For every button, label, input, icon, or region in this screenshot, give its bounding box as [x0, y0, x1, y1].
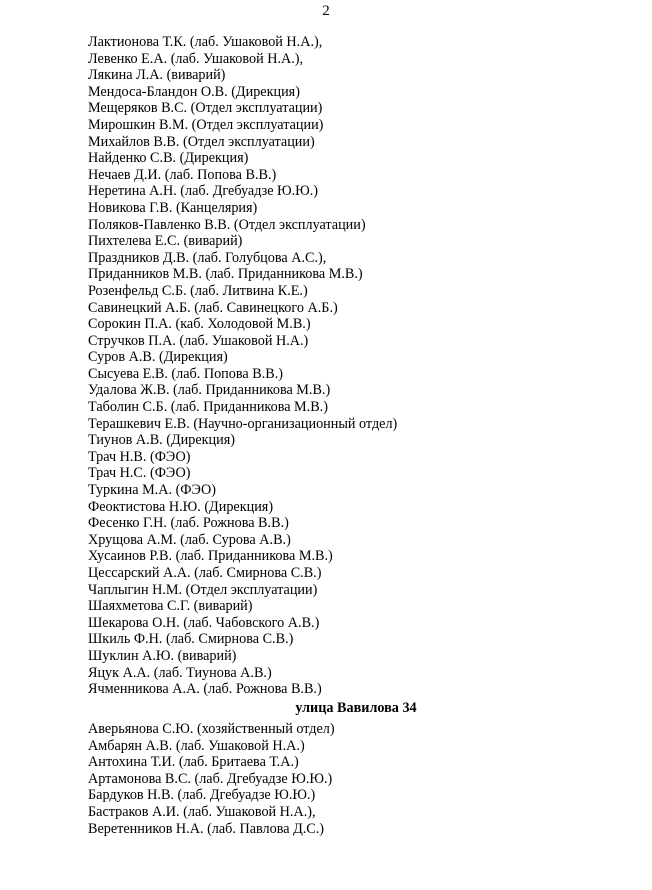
list-item: Артамонова В.С. (лаб. Дгебуадзе Ю.Ю.)	[88, 770, 333, 787]
list-item: Приданников М.В. (лаб. Приданникова М.В.)	[88, 266, 363, 283]
list-item: Мирошкин В.М. (Отдел эксплуатации)	[88, 116, 324, 133]
list-item: Бардуков Н.В. (лаб. Дгебуадзе Ю.Ю.)	[88, 787, 316, 804]
list-item: Веретенников Н.А. (лаб. Павлова Д.С.)	[88, 820, 325, 837]
list-item: Ячменникова А.А. (лаб. Рожнова В.В.)	[88, 681, 322, 698]
list-item: Сысуева Е.В. (лаб. Попова В.В.)	[88, 365, 283, 382]
list-item: Антохина Т.И. (лаб. Бритаева Т.А.)	[88, 754, 299, 771]
list-item: Сорокин П.А. (каб. Холодовой М.В.)	[88, 316, 311, 333]
list-item: Терашкевич Е.В. (Научно-организационный отдел)	[88, 415, 398, 432]
staff-list-vavilova	[88, 721, 335, 837]
list-item: Цессарский А.А. (лаб. Смирнова С.В.)	[88, 565, 322, 581]
list-item: Лякина Л.А. (виварий)	[88, 67, 226, 84]
list-item: Мещеряков В.С. (Отдел эксплуатации)	[88, 100, 323, 117]
list-item: Феоктистова Н.Ю. (Дирекция)	[88, 498, 274, 515]
list-item: Шекарова О.Н. (лаб. Чабовского А.В.)	[88, 614, 320, 631]
list-item: Бастраков А.И. (лаб. Ушаковой Н.А.),	[88, 803, 316, 820]
list-item: Савинецкий А.Б. (лаб. Савинецкого А.Б.)	[88, 299, 338, 316]
list-item: Неретина А.Н. (лаб. Дгебуадзе Ю.Ю.)	[88, 183, 319, 200]
list-item: Яцук А.А. (лаб. Тиунова А.В.)	[88, 664, 272, 681]
list-item: Найденко С.В. (Дирекция)	[88, 150, 249, 167]
list-item: Нечаев Д.И. (лаб. Попова В.В.)	[88, 166, 277, 183]
list-item: Поляков-Павленко В.В. (Отдел эксплуатации)	[88, 216, 366, 233]
list-item: Новикова Г.В. (Канцелярия)	[88, 199, 258, 216]
list-item: Суров А.В. (Дирекция)	[88, 349, 228, 366]
list-item: Шкиль Ф.Н. (лаб. Смирнова С.В.)	[88, 631, 294, 648]
list-item: Амбарян А.В. (лаб. Ушаковой Н.А.)	[88, 737, 305, 754]
list-item: Стручков П.А. (лаб. Ушаковой Н.А.)	[88, 332, 309, 349]
list-item: Трач Н.В. (ФЭО)	[88, 448, 191, 465]
list-item: Пихтелева Е.С. (виварий)	[88, 233, 243, 250]
list-item: Фесенко Г.Н. (лаб. Рожнова В.В.)	[88, 515, 289, 532]
list-item: Хусаинов Р.В. (лаб. Приданникова М.В.)	[88, 548, 333, 565]
list-item: Михайлов В.В. (Отдел эксплуатации)	[88, 133, 315, 150]
list-item: Тиунов А.В. (Дирекция)	[88, 432, 235, 449]
staff-list-main	[88, 34, 397, 698]
list-item: Удалова Ж.В. (лаб. Приданникова М.В.)	[88, 382, 331, 399]
list-item: Хрущова А.М. (лаб. Сурова А.В.)	[88, 531, 291, 548]
list-item: Туркина М.А. (ФЭО)	[88, 482, 217, 499]
list-item: Шаяхметова С.Г. (виварий)	[88, 598, 253, 615]
list-item: Праздников Д.В. (лаб. Голубцова А.С.),	[88, 249, 327, 266]
section-heading-vavilova-34: улица Вавилова 34	[295, 700, 417, 716]
list-item: Чаплыгин Н.М. (Отдел эксплуатации)	[88, 581, 318, 598]
list-item: Аверьянова С.Ю. (хозяйственный отдел)	[88, 721, 335, 737]
list-item: Мендоса-Бландон О.В. (Дирекция)	[88, 83, 300, 100]
list-item: Лактионова Т.К. (лаб. Ушаковой Н.А.),	[88, 34, 323, 50]
list-item: Таболин С.Б. (лаб. Приданникова М.В.)	[88, 399, 328, 416]
list-item: Трач Н.С. (ФЭО)	[88, 465, 191, 482]
page-number: 2	[322, 3, 330, 19]
list-item: Левенко Е.А. (лаб. Ушаковой Н.А.),	[88, 50, 304, 67]
list-item: Шуклин А.Ю. (виварий)	[88, 647, 237, 664]
list-item: Розенфельд С.Б. (лаб. Литвина К.Е.)	[88, 282, 308, 299]
